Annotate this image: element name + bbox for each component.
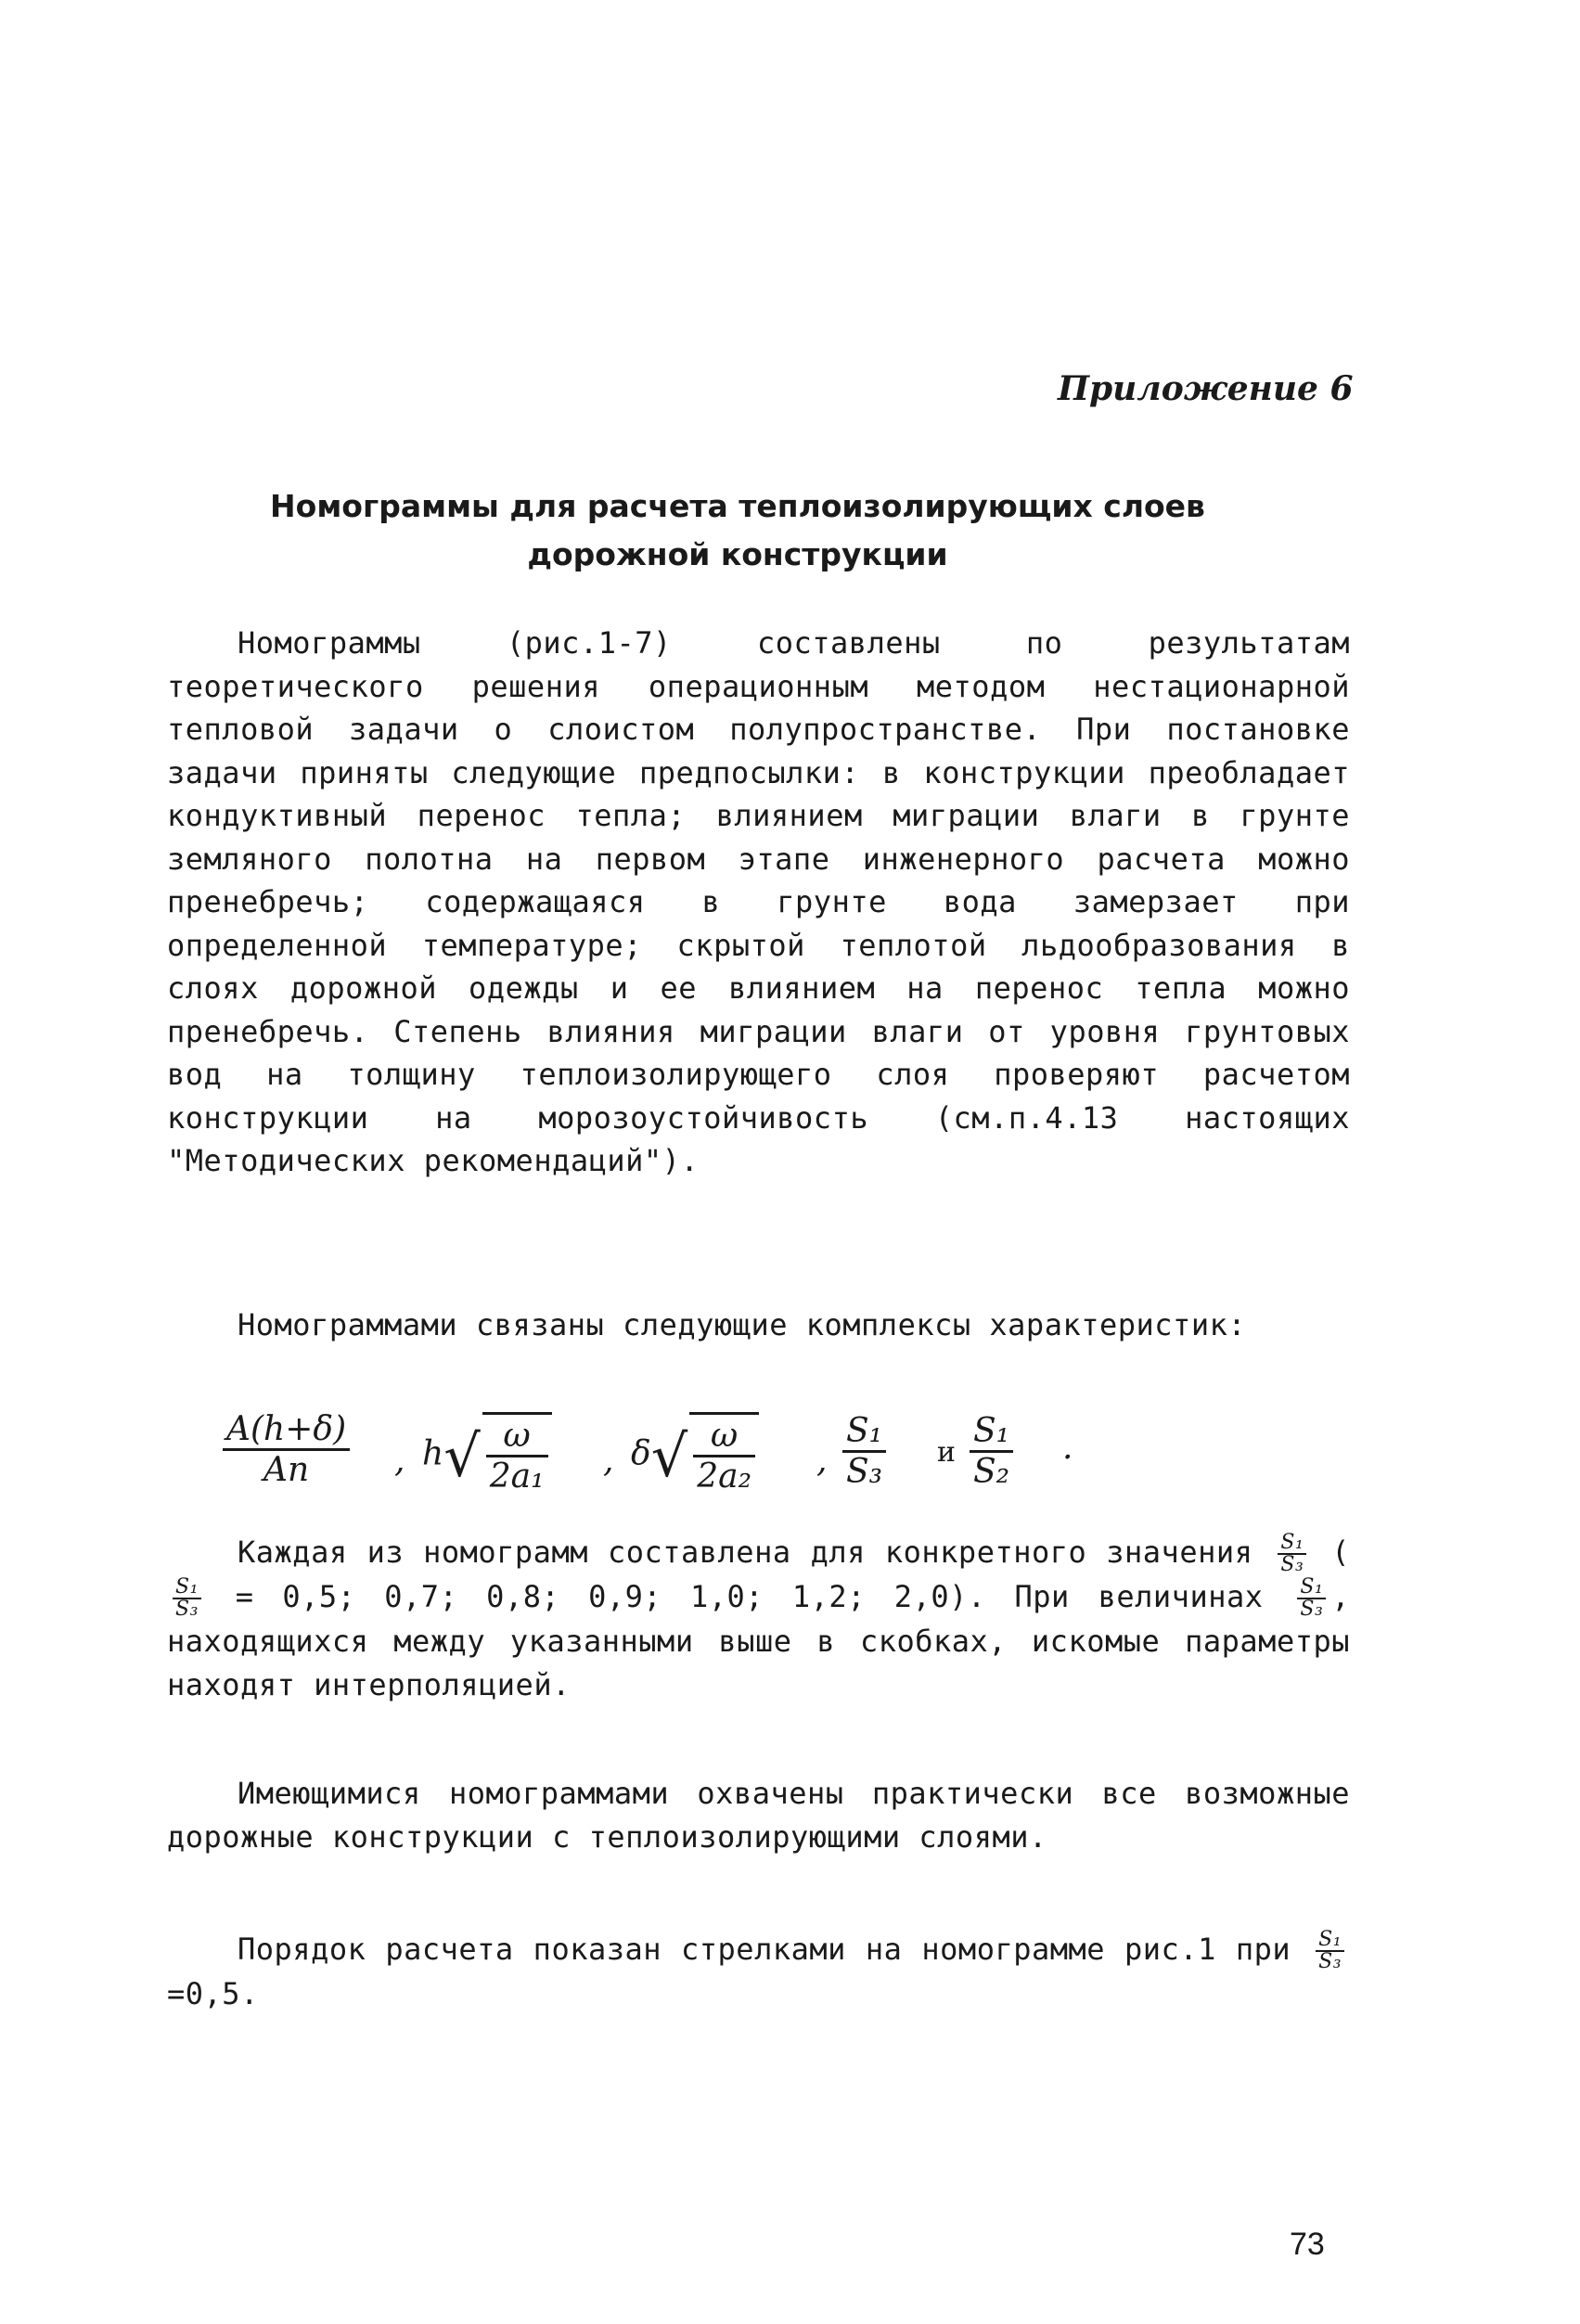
paragraph-nomograms-text-3: = 0,5; 0,7; 0,8; 0,9; 1,0; 1,2; 2,0). При величинах: [235, 1579, 1264, 1614]
sqrt-icon: √: [443, 1422, 481, 1490]
formula-5-numerator: S₁: [970, 1412, 1013, 1453]
paragraph-nomograms-text-4: , находящихся между указанными выше в скобках, искомые параметры находят интерполяцией.: [167, 1579, 1351, 1702]
formula-a-h-delta: [223, 1410, 350, 1489]
fraction-denominator: S₃: [1300, 1598, 1324, 1621]
page-number: 73: [1290, 2227, 1325, 2262]
fraction-denominator: S₃: [175, 1598, 199, 1621]
formula-s1-s2: [970, 1412, 1013, 1491]
paragraph-procedure-text-1: Порядок расчета показан стрелками на номограмме рис.1 при: [238, 1932, 1291, 1967]
fraction-s1-s3-c: [1297, 1577, 1326, 1620]
sqrt-icon: √: [650, 1422, 688, 1490]
paragraph-intro-text: Номограммы (рис.1-7) составлены по результатам теоретического решения операционным методом нестационарной тепловой задачи о слоистом полупространстве. При постановке задачи приняты следующие предпосылки: в конструкции преобладает кондуктивный перенос тепла; влиянием миграции влаги в грунте земляного полотна на первом этапе инженерного расчета можно пренебречь; содержащаяся в грунте вода замерзает при определенной температуре; скрытой теплотой льдообразования в слоях дорожной одежды и ее влиянием на перенос тепла можно пренебречь. Степень влияния миграции влаги от уровня грунтовых вод на толщину теплоизолирующего слоя проверяют расчетом конструкции на морозоустойчивость (см.п.4.13 настоящих "Методических рекомендаций").: [167, 625, 1350, 1178]
formula-4-numerator: S₁: [842, 1412, 886, 1453]
fraction-s1-s3-a: [1278, 1533, 1306, 1575]
fraction-denominator: S₃: [1318, 1950, 1342, 1973]
comma-2: ,: [603, 1442, 614, 1480]
appendix-label: Приложение 6: [1058, 369, 1354, 408]
formula-1-numerator: A(h+δ): [223, 1410, 350, 1451]
paragraph-nomograms: [167, 1531, 1350, 1706]
fraction-numerator: S₁: [1278, 1533, 1306, 1555]
formula-5-denominator: S₂: [973, 1453, 1010, 1491]
paragraph-intro: [167, 622, 1350, 1183]
period: .: [1062, 1429, 1073, 1467]
formula-row: [223, 1410, 1150, 1512]
comma-1: ,: [394, 1442, 405, 1480]
comma-3: ,: [816, 1442, 828, 1480]
paragraph-procedure: [167, 1928, 1350, 2016]
fraction-s1-s3-d: [1316, 1930, 1344, 1972]
formula-3-prefix: δ: [631, 1434, 651, 1473]
formula-s1-s3: [842, 1412, 886, 1491]
fraction-numerator: S₁: [173, 1577, 201, 1599]
formula-delta-sqrt: [631, 1412, 759, 1496]
paragraph-coverage-text: Имеющимися номограммами охвачены практически все возможные дорожные конструкции с теплоизолирующими слоями.: [167, 1776, 1350, 1855]
formula-h-sqrt: [422, 1412, 552, 1496]
paragraph-complexes: [167, 1303, 1350, 1347]
fraction-numerator: S₁: [1297, 1577, 1326, 1599]
formula-1-denominator: Aп: [263, 1451, 310, 1489]
paragraph-procedure-text-2: =0,5.: [167, 1976, 259, 2011]
section-title-line-1: Номограммы для расчета теплоизолирующих слоев: [270, 488, 1205, 524]
paragraph-coverage: [167, 1772, 1350, 1858]
fraction-numerator: S₁: [1316, 1930, 1344, 1952]
formula-3-denominator: 2a₂: [697, 1457, 752, 1496]
paragraph-complexes-text: Номограммами связаны следующие комплексы характеристик:: [238, 1307, 1247, 1342]
formula-2-numerator: ω: [486, 1417, 548, 1457]
formula-2-denominator: 2a₁: [489, 1457, 545, 1496]
fraction-denominator: S₃: [1280, 1553, 1304, 1576]
conjunction-and: и: [937, 1436, 956, 1469]
formula-3-numerator: ω: [693, 1417, 755, 1457]
paragraph-nomograms-text-1: Каждая из номограмм составлена для конкретного значения: [238, 1534, 1253, 1570]
formula-4-denominator: S₃: [846, 1453, 883, 1491]
paragraph-nomograms-text-2: (: [1331, 1534, 1351, 1570]
fraction-s1-s3-b: [173, 1577, 201, 1620]
section-title-line-2: дорожной конструкции: [527, 536, 948, 572]
formula-2-prefix: h: [422, 1434, 444, 1473]
